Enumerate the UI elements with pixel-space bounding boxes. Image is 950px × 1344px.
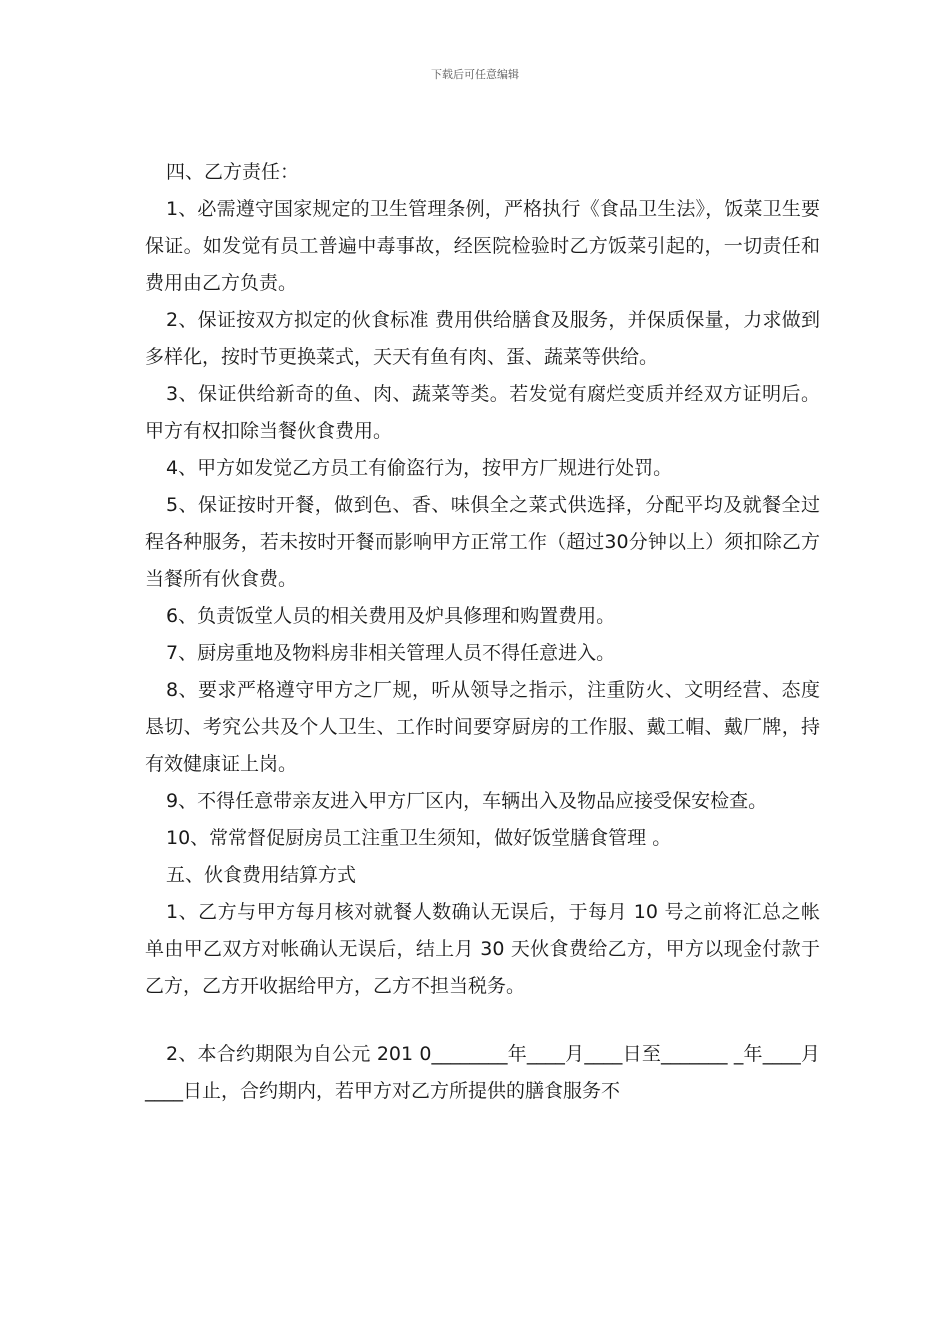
section-heading-4: 四、乙方责任： [166, 161, 300, 183]
section-heading-5: 五、伙食费用结算方式 [166, 864, 357, 886]
paragraph-4-4: 4、甲方如发觉乙方员工有偷盗行为，按甲方厂规进行处罚。 [166, 457, 673, 479]
paragraph-4-6: 6、负责饭堂人员的相关费用及炉具修理和购置费用。 [166, 605, 616, 627]
paragraph-4-10: 10、常常督促厨房员工注重卫生须知，做好饭堂膳食管理 。 [166, 827, 672, 849]
paragraph-4-2: 2、保证按双方拟定的伙食标准 费用供给膳食及服务，并保质保量，力求做到多样化，按时节更换菜式，天天有鱼有肉、蛋、蔬菜等供给。 [145, 309, 820, 368]
paragraph-4-5: 5、保证按时开餐，做到色、香、味俱全之菜式供选择，分配平均及就餐全过程各种服务，若未按时开餐而影响甲方正常工作（超过30分钟以上）须扣除乙方当餐所有伙食费。 [145, 494, 820, 590]
paragraph-4-9: 9、不得任意带亲友进入甲方厂区内，车辆出入及物品应接受保安检查。 [166, 790, 768, 812]
paragraph-4-3: 3、保证供给新奇的鱼、肉、蔬菜等类。若发觉有腐烂变质并经双方证明后。甲方有权扣除当餐伙食费用。 [145, 383, 820, 442]
header-note: 下载后可任意编辑 [431, 68, 519, 81]
paragraph-5-2: 2、本合约期限为自公元 201 0________年____月____日至_______ _年____月____日止，合约期内，若甲方对乙方所提供的膳食服务不 [145, 1043, 820, 1102]
paragraph-4-7: 7、厨房重地及物料房非相关管理人员不得任意进入。 [166, 642, 616, 664]
document-body [145, 154, 820, 1110]
paragraph-4-1: 1、必需遵守国家规定的卫生管理条例，严格执行《食品卫生法》，饭菜卫生要保证。如发觉有员工普遍中毒事故，经医院检验时乙方饭菜引起的，一切责任和费用由乙方负责。 [145, 198, 820, 294]
paragraph-4-8: 8、要求严格遵守甲方之厂规，听从领导之指示，注重防火、文明经营、态度恳切、考究公共及个人卫生、工作时间要穿厨房的工作服、戴工帽、戴厂牌，持有效健康证上岗。 [145, 679, 820, 775]
paragraph-5-1: 1、乙方与甲方每月核对就餐人数确认无误后，于每月 10 号之前将汇总之帐单由甲乙双方对帐确认无误后，结上月 30 天伙食费给乙方，甲方以现金付款于乙方，乙方开收据给甲方，乙方不担当税务。 [145, 901, 820, 997]
